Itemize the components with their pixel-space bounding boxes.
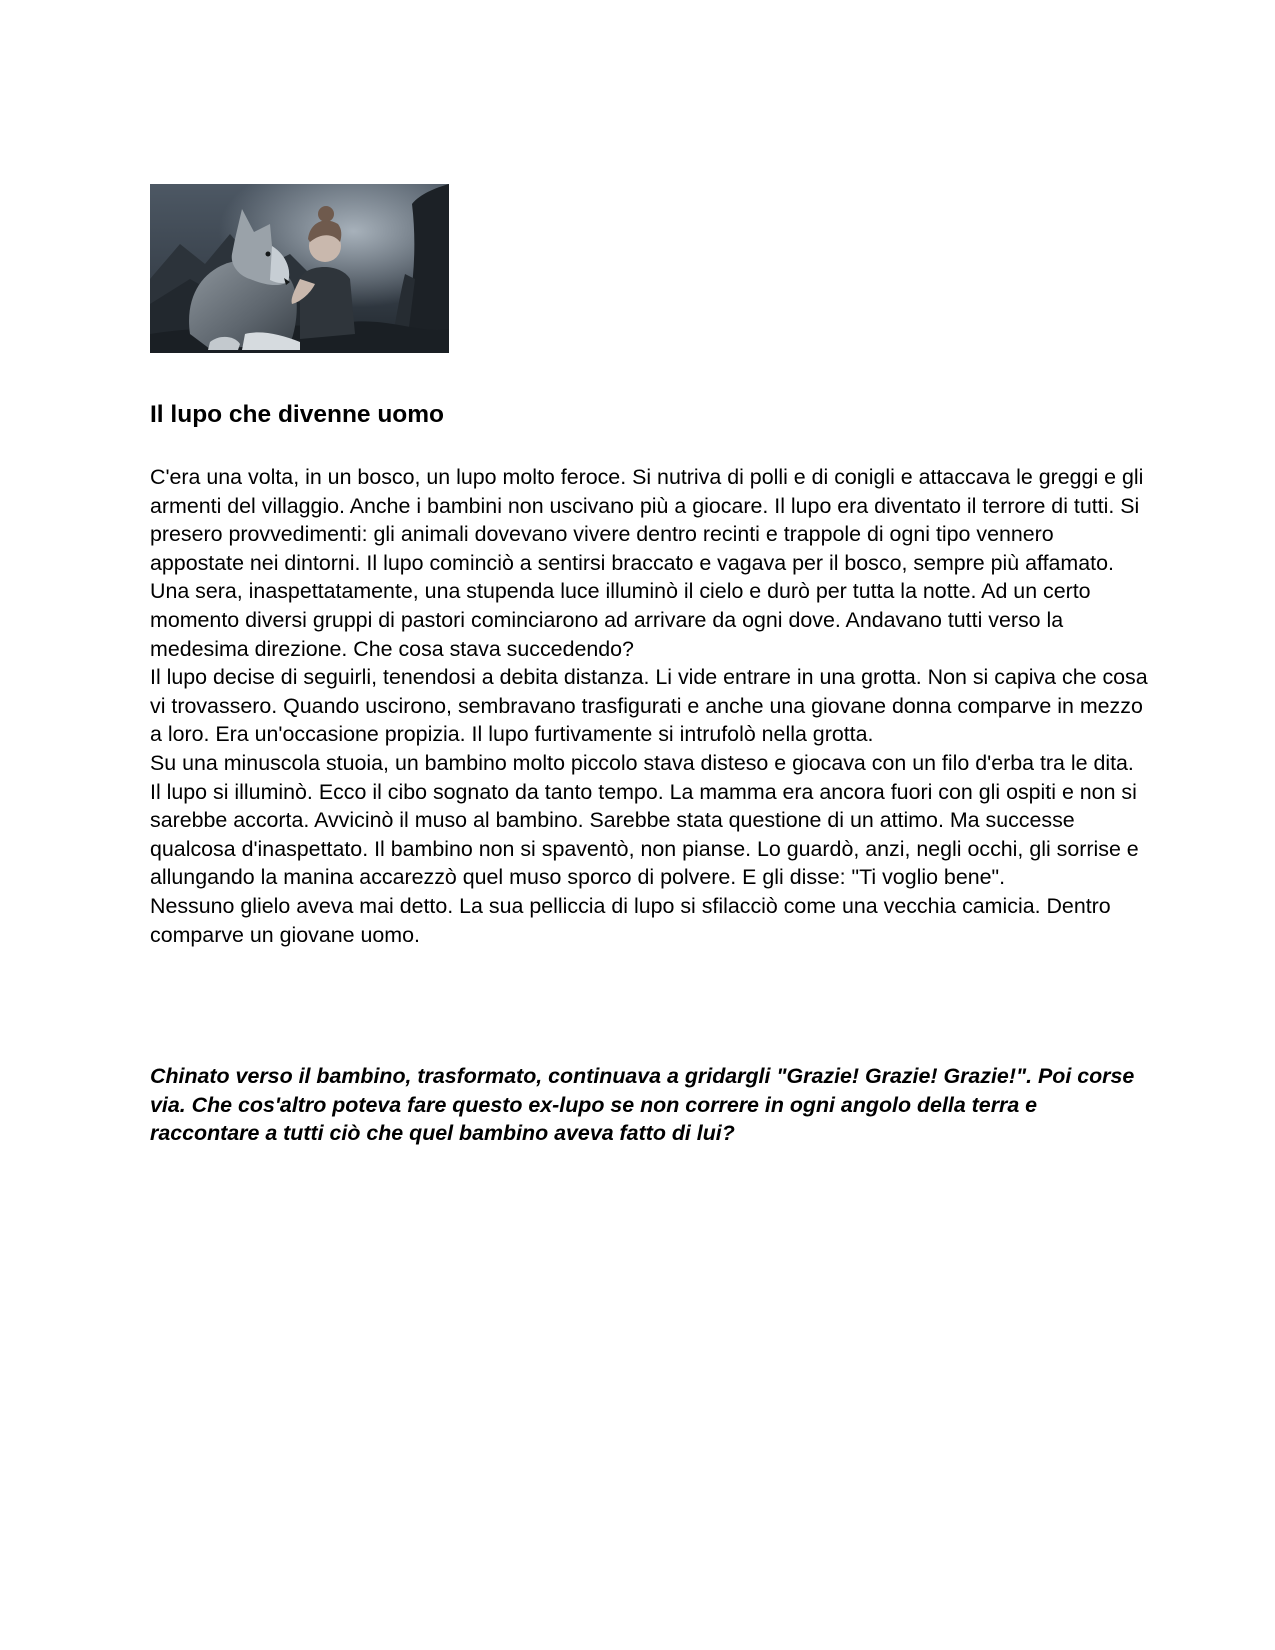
paragraph: Il lupo decise di seguirli, tenendosi a debita distanza. Li vide entrare in una grotta. Non si capiva che cosa vi trovassero. Quando uscirono, sembravano trasfigurati e anche una giovane donna comparve in mezzo a loro. Era un'occasione propizia. Il lupo furtivamente si intrufolò nella grotta.: [150, 665, 1148, 747]
closing-paragraph: Chinato verso il bambino, trasformato, continuava a gridargli "Grazie! Grazie! Grazie!". Poi corse via. Che cos'altro poteva fare questo ex-lupo se non correre in ogni angolo della terra e raccontare a tutti ciò che quel bambino aveva fatto di lui?: [150, 1064, 1135, 1146]
story-body: [150, 463, 1150, 949]
paragraph: Nessuno glielo aveva mai detto. La sua pelliccia di lupo si sfilacciò come una vecchia camicia. Dentro comparve un giovane uomo.: [150, 893, 1111, 947]
paragraph: C'era una volta, in un bosco, un lupo molto feroce. Si nutriva di polli e di conigli e attaccava le greggi e gli armenti del villaggio. Anche i bambini non uscivano più a giocare. Il lupo era diventato il terrore di tutti. Si presero provvedimenti: gli animali dovevano vivere dentro recinti e trappole di ogni tipo vennero appostate nei dintorni. Il lupo cominciò a sentirsi braccato e vagava per il bosco, sempre più affamato.: [150, 465, 1144, 575]
paragraph: Una sera, inaspettatamente, una stupenda luce illuminò il cielo e durò per tutta la notte. Ad un certo momento diversi gruppi di pastori cominciarono ad arrivare da ogni dove. Andavano tutti verso la medesima direzione. Che cosa stava succedendo?: [150, 579, 1091, 661]
wolf-and-child-picture: [150, 184, 449, 353]
paragraph: Su una minuscola stuoia, un bambino molto piccolo stava disteso e giocava con un filo d'erba tra le dita. Il lupo si illuminò. Ecco il cibo sognato da tanto tempo. La mamma era ancora fuori con gli ospiti e non si sarebbe accorta. Avvicinò il muso al bambino. Sarebbe stata questione di un attimo. Ma successe qualcosa d'inaspettato. Il bambino non si spaventò, non pianse. Lo guardò, anzi, negli occhi, gli sorrise e allungando la manina accarezzò quel muso sporco di polvere. E gli disse: "Ti voglio bene".: [150, 750, 1139, 890]
story-title: Il lupo che divenne uomo: [150, 401, 445, 428]
